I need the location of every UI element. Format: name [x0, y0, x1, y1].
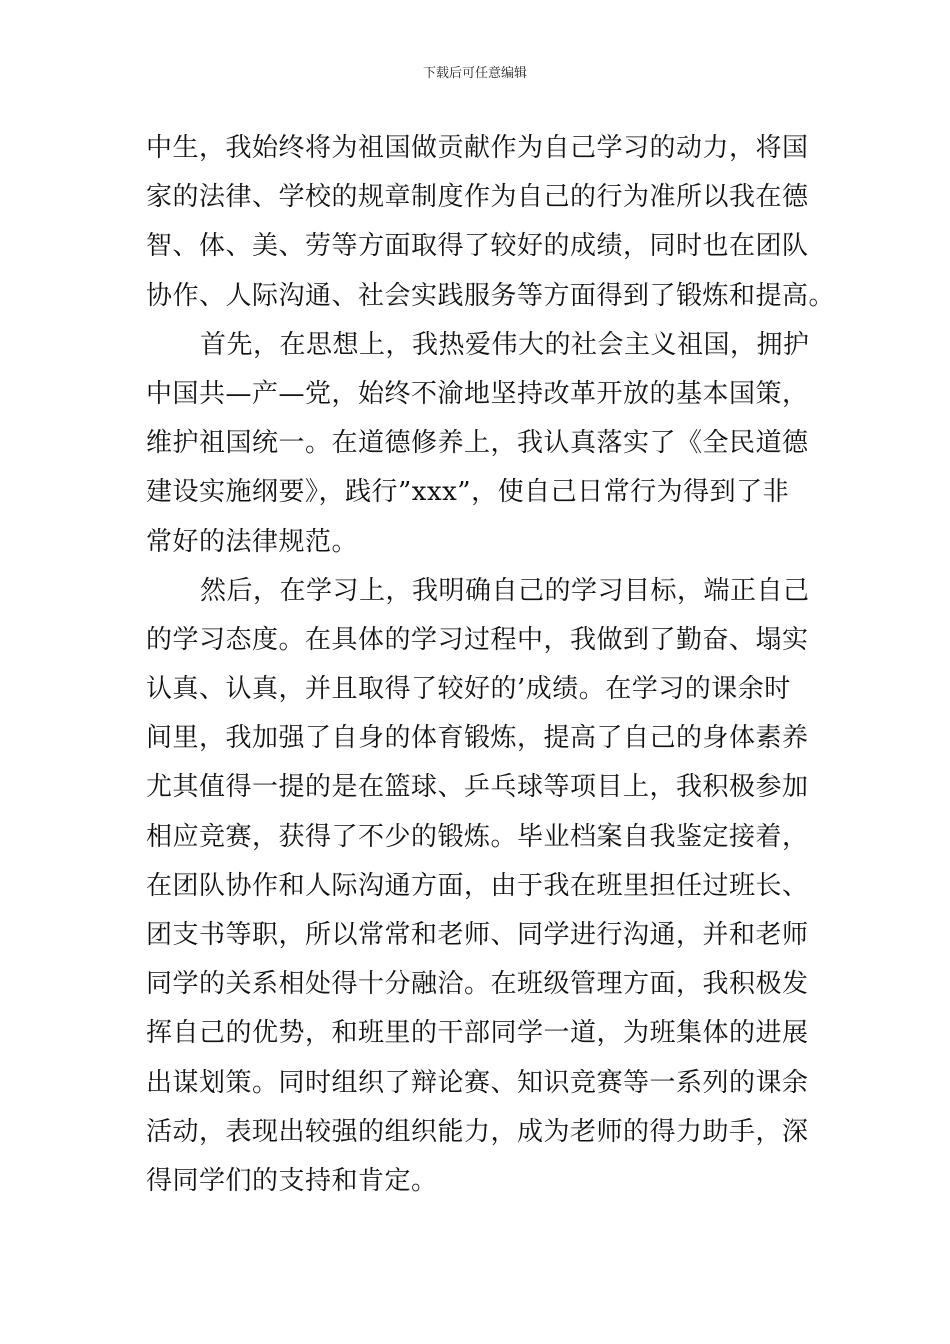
text-line: 维护祖国统一。在道德修养上，我认真落实了《全民道德	[146, 428, 809, 459]
text-line: 首先，在思想上，我热爱伟大的社会主义祖国，拥护	[200, 329, 810, 360]
text-line: 得同学们的支持和肯定。	[146, 1165, 438, 1196]
paragraph-1	[146, 124, 836, 321]
document-body	[146, 124, 836, 1206]
text-line: 然后，在学习上，我明确自己的学习目标，端正自己	[200, 575, 810, 606]
text-line: 建设实施纲要》，践行”xxx”，使自己日常行为得到了非	[146, 477, 790, 508]
page-header: 下载后可任意编辑	[422, 66, 527, 81]
text-line: 常好的法律规范。	[146, 526, 359, 557]
text-line: 活动，表现出较强的组织能力，成为老师的得力助手，深	[146, 1116, 809, 1147]
text-line: 尤其值得一提的是在篮球、乒乓球等项目上，我积极参加	[146, 772, 809, 803]
text-line: 认真、认真，并且取得了较好的’成绩。在学习的课余时	[146, 674, 791, 705]
text-line: 间里，我加强了自身的体育锻炼，提高了自己的身体素养	[146, 723, 809, 754]
paragraph-3	[146, 567, 808, 1206]
text-line: 挥自己的优势，和班里的干部同学一道，为班集体的进展	[146, 1018, 809, 1049]
text-line: 同学的关系相处得十分融洽。在班级管理方面，我积极发	[146, 969, 809, 1000]
text-line: 中国共—产—党，始终不渝地坚持改革开放的基本国策，	[146, 378, 809, 409]
text-line: 中生，我始终将为祖国做贡献作为自己学习的动力，将国	[146, 133, 809, 163]
text-line: 团支书等职，所以常常和老师、同学进行沟通，并和老师	[146, 920, 809, 950]
paragraph-2	[146, 321, 808, 567]
text-line: 家的法律、学校的规章制度作为自己的行为准所以我在德	[146, 182, 809, 213]
text-line: 出谋划策。同时组织了辩论赛、知识竞赛等一系列的课余	[146, 1067, 809, 1098]
text-line: 相应竞赛，获得了不少的锻炼。毕业档案自我鉴定接着，	[146, 821, 809, 852]
text-line: 智、体、美、劳等方面取得了较好的成绩，同时也在团队	[146, 231, 809, 262]
text-line: 在团队协作和人际沟通方面，由于我在班里担任过班长、	[146, 870, 809, 901]
text-line: 协作、人际沟通、社会实践服务等方面得到了锻炼和提高。	[146, 280, 836, 311]
text-line: 的学习态度。在具体的学习过程中，我做到了勤奋、塌实	[146, 624, 809, 655]
